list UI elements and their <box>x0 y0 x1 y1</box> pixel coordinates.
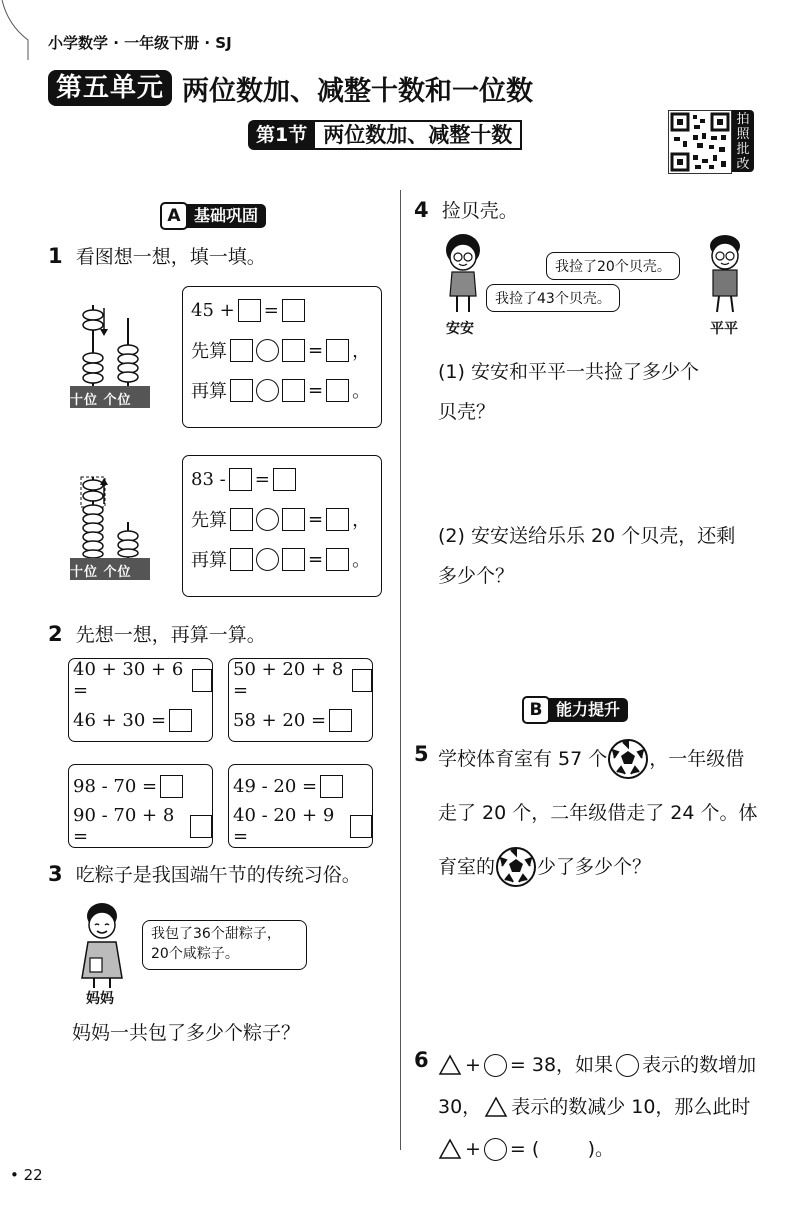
speech-bubble-pingping: 我捡了20个贝壳。 <box>546 252 680 280</box>
question-4-part-2: (2) 安安送给乐乐 20 个贝壳，还剩 多少个？ <box>438 525 736 587</box>
operator-circle[interactable] <box>256 379 279 402</box>
question-number: 5 <box>414 742 429 766</box>
question-5-text: 学校体育室有 57 个 ，一年级借 走了 20 个，二年级借走了 24 个。体 育室的 少了多少个？ <box>438 738 778 888</box>
section-title-text: 两位数加、减整十数 <box>315 120 522 150</box>
question-6-text: + = 38，如果 表示的数增加 30， 表示的数减少 10，那么此时 + = ( )。 <box>438 1044 778 1170</box>
answer-box[interactable] <box>326 379 349 402</box>
answer-box[interactable] <box>326 339 349 362</box>
circle-icon <box>484 1054 507 1077</box>
calc-group-3: 98 - 70 = 90 - 70 + 8 = <box>68 764 213 848</box>
calc-group-1: 40 + 30 + 6 = 46 + 30 = <box>68 658 213 742</box>
answer-box[interactable] <box>229 468 252 491</box>
qr-code-icon[interactable] <box>668 110 732 174</box>
speech-bubble-mother: 我包了36个甜粽子， 20个咸粽子。 <box>142 920 307 970</box>
circle-icon <box>484 1138 507 1161</box>
question-text: 吃粽子是我国端午节的传统习俗。 <box>75 864 361 886</box>
photo-grade-label[interactable]: 拍照批改 <box>732 110 754 172</box>
answer-box[interactable] <box>160 775 183 798</box>
question-number: 4 <box>414 198 429 222</box>
name-label-anan: 安安 <box>446 321 474 337</box>
section-badge: 第1节 <box>248 120 315 150</box>
question-number: 3 <box>48 862 63 886</box>
name-label-mother: 妈妈 <box>86 991 114 1007</box>
answer-box[interactable] <box>230 379 253 402</box>
speech-bubble-anan: 我捡了43个贝壳。 <box>486 284 620 312</box>
answer-box[interactable] <box>238 299 261 322</box>
mother-character-illustration <box>74 898 134 990</box>
answer-box[interactable] <box>282 508 305 531</box>
soccer-ball-icon <box>495 846 537 888</box>
unit-title <box>48 70 533 106</box>
question-number: 2 <box>48 622 63 646</box>
part-b-header <box>522 696 628 724</box>
part-b-label: 能力提升 <box>548 698 628 722</box>
part-a-label: 基础巩固 <box>186 204 266 228</box>
fill-in-panel-1 <box>182 286 382 428</box>
answer-box[interactable] <box>282 299 305 322</box>
part-a-letter: A <box>160 202 188 230</box>
answer-box[interactable] <box>326 548 349 571</box>
answer-box[interactable] <box>326 508 349 531</box>
question-3 <box>48 860 361 887</box>
operator-circle[interactable] <box>256 508 279 531</box>
question-5 <box>414 742 429 766</box>
calc-group-2: 50 + 20 + 8 = 58 + 20 = <box>228 658 373 742</box>
operator-circle[interactable] <box>256 339 279 362</box>
question-3-prompt: 妈妈一共包了多少个粽子？ <box>72 1022 301 1044</box>
answer-box[interactable] <box>282 379 305 402</box>
calc-group-4: 49 - 20 = 40 - 20 + 9 = <box>228 764 373 848</box>
triangle-icon <box>438 1138 462 1160</box>
answer-box[interactable] <box>352 669 373 692</box>
panel-line-expression: 45 + = <box>191 295 381 325</box>
question-4-part-1: (1) 安安和平平一共捡了多少个 贝壳？ <box>438 361 699 423</box>
anan-character-illustration <box>440 232 486 316</box>
answer-box[interactable] <box>273 468 296 491</box>
answer-box[interactable] <box>282 548 305 571</box>
page-header: 小学数学 · 一年级下册 · SJ <box>48 34 232 52</box>
circle-icon <box>616 1054 639 1077</box>
soccer-ball-icon <box>607 738 649 780</box>
triangle-icon <box>484 1096 508 1118</box>
answer-box[interactable] <box>190 815 212 838</box>
column-divider <box>400 190 401 1150</box>
answer-box[interactable] <box>192 669 213 692</box>
answer-box[interactable] <box>169 709 192 732</box>
answer-box[interactable] <box>282 339 305 362</box>
answer-box[interactable] <box>230 548 253 571</box>
unit-badge: 第五单元 <box>48 70 172 106</box>
question-number: 1 <box>48 244 63 268</box>
answer-box[interactable] <box>230 339 253 362</box>
page-number: • 22 <box>10 1166 43 1184</box>
answer-box[interactable] <box>320 775 343 798</box>
answer-box[interactable] <box>350 815 372 838</box>
question-number: 6 <box>414 1048 429 1072</box>
name-label-pingping: 平平 <box>710 321 738 337</box>
question-text: 看图想一想，填一填。 <box>75 246 266 268</box>
panel-line-expression: 83 - = <box>191 464 381 494</box>
panel-line-step2: 再算 = 。 <box>191 379 371 402</box>
answer-box[interactable] <box>329 709 352 732</box>
section-title <box>248 120 522 150</box>
abacus-place-labels: 十位 个位 <box>70 565 132 580</box>
page-corner-mark <box>0 0 30 60</box>
question-6 <box>414 1048 429 1072</box>
triangle-icon <box>438 1054 462 1076</box>
fill-in-panel-2 <box>182 455 382 597</box>
panel-line-step2: 再算 = 。 <box>191 548 371 571</box>
question-1 <box>48 242 266 269</box>
part-a-header <box>160 202 266 230</box>
answer-blank[interactable]: = ( )。 <box>509 1138 615 1160</box>
question-text: 先想一想，再算一算。 <box>75 624 266 646</box>
pingping-character-illustration <box>702 232 748 316</box>
part-b-letter: B <box>522 696 550 724</box>
abacus-place-labels: 十位 个位 <box>70 393 132 408</box>
operator-circle[interactable] <box>256 548 279 571</box>
unit-title-text: 两位数加、减整十数和一位数 <box>182 75 534 107</box>
panel-line-step1: 先算 = ， <box>191 339 371 362</box>
question-text: 捡贝壳。 <box>441 200 518 222</box>
answer-box[interactable] <box>230 508 253 531</box>
question-2 <box>48 620 266 647</box>
panel-line-step1: 先算 = ， <box>191 508 371 531</box>
question-4 <box>414 196 518 223</box>
